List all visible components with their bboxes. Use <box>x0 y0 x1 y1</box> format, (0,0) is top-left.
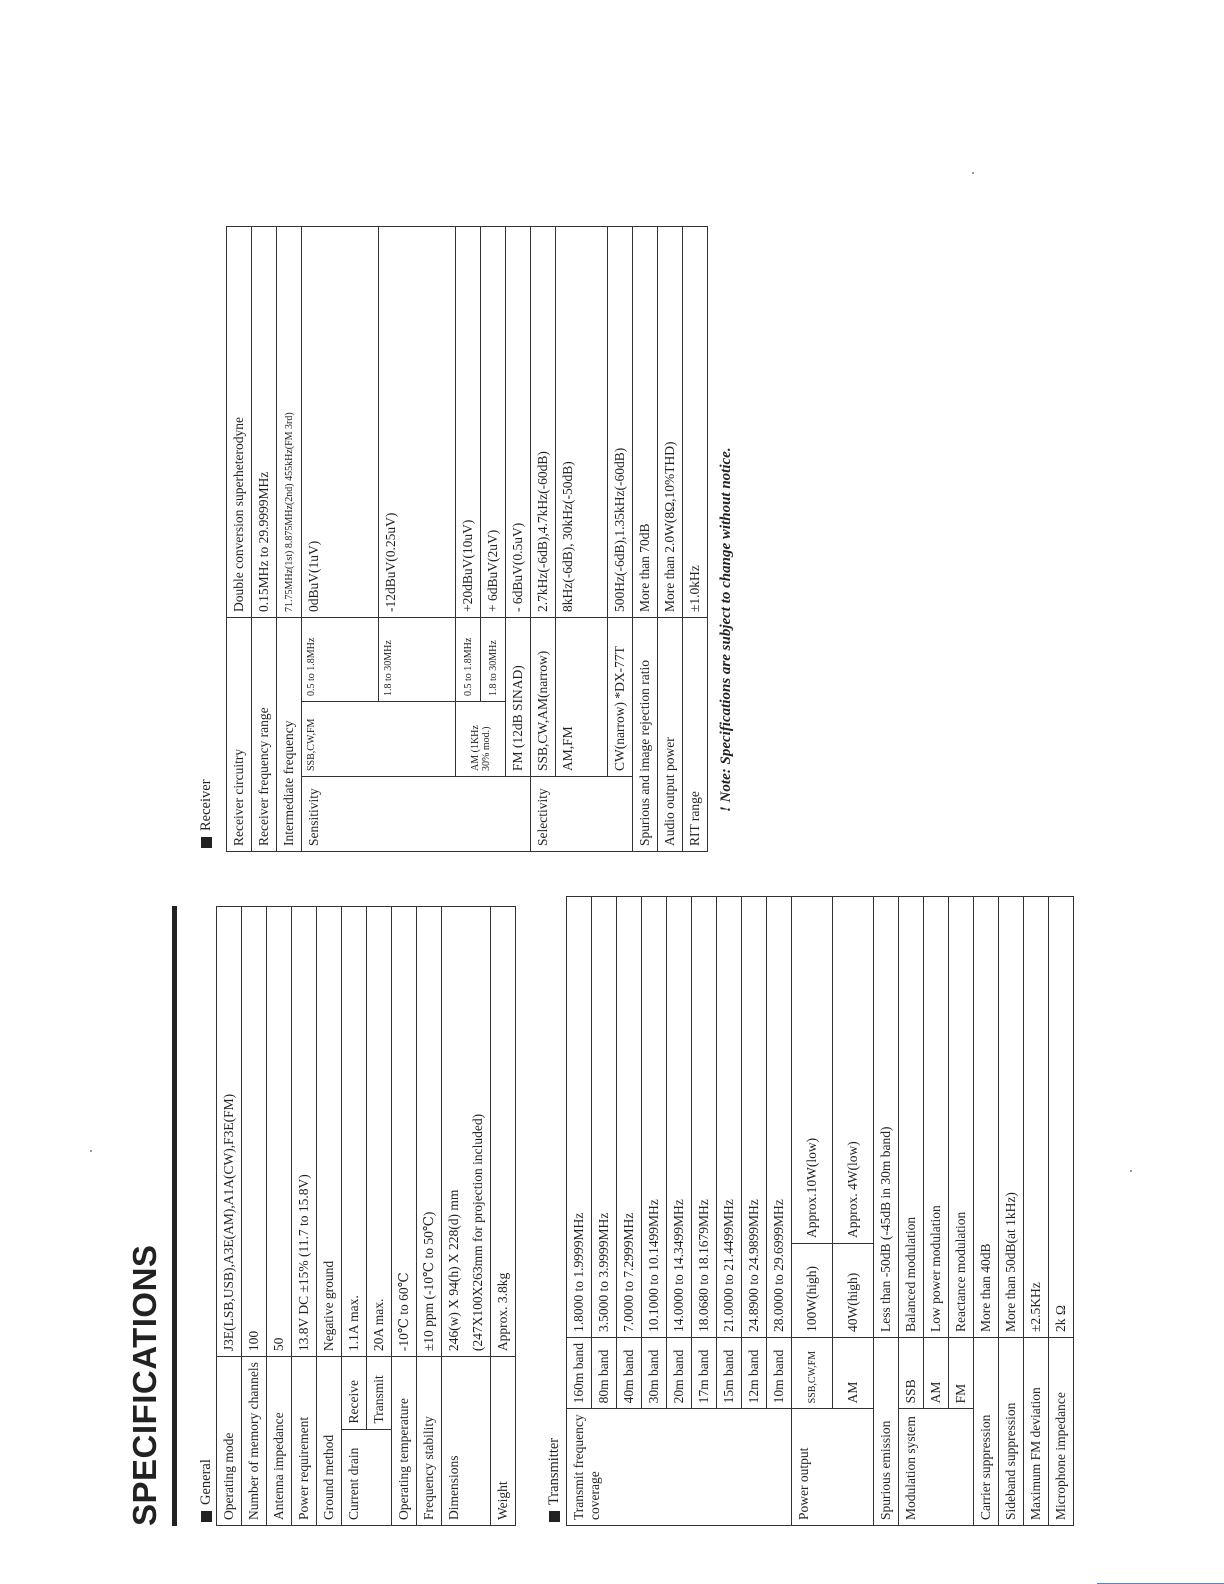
table-row <box>999 897 1024 1526</box>
band-name: 40m band <box>617 1338 642 1409</box>
sens-mode: SSB,CW,FM <box>302 702 456 777</box>
row-value: Low power modulation <box>924 897 949 1338</box>
section-heading-general <box>198 1459 215 1522</box>
transmitter-heading: Transmitter <box>546 1437 562 1505</box>
table-row <box>491 907 516 1526</box>
power-low: Approx.10W(low) <box>792 897 833 1244</box>
band-name: 30m band <box>642 1338 667 1409</box>
sens-value: + 6dBuV(2uV) <box>481 227 506 618</box>
table-row <box>874 897 899 1526</box>
band-name: 80m band <box>592 1338 617 1409</box>
table-row <box>608 227 633 852</box>
table-row <box>974 897 999 1526</box>
row-label: Intermediate frequency <box>277 618 302 852</box>
row-label: Antenna impedance <box>267 1357 292 1526</box>
row-label: Modulation system <box>899 1409 974 1526</box>
row-value: 71.75MHz(1st) 8.875MHz(2nd) 455kHz(FM 3rd) <box>277 227 302 618</box>
table-row <box>227 227 252 852</box>
row-value: Approx. 3.8kg <box>491 907 516 1357</box>
row-label: Weight <box>491 1357 516 1526</box>
table-row <box>1024 897 1049 1526</box>
power-low: Approx. 4W(low) <box>833 897 874 1244</box>
table-row <box>456 227 481 852</box>
sensitivity-label: Sensitivity <box>302 777 531 852</box>
row-value: ±2.5KHz <box>1024 897 1049 1338</box>
band-range: 24.8900 to 24.9899MHz <box>742 897 767 1338</box>
sel-mode: AM,FM <box>556 618 608 777</box>
freq-label-line-2: coverage <box>587 1471 602 1520</box>
power-mode: AM <box>833 1338 874 1409</box>
band-range: 28.0000 to 29.6999MHz <box>767 897 792 1338</box>
row-value: 2k Ω <box>1049 897 1074 1338</box>
band-range: 14.0000 to 14.3499MHz <box>667 897 692 1338</box>
sel-mode: CW(narrow) *DX-77T <box>608 618 633 777</box>
sens-range: 1.8 to 30MHz <box>481 618 506 702</box>
band-name: 12m band <box>742 1338 767 1409</box>
row-label: Carrier suppression <box>974 1338 999 1526</box>
transmitter-table <box>566 896 1074 1526</box>
sens-range: 0.5 to 1.8MHz <box>302 618 379 702</box>
mod-mode: SSB <box>899 1338 924 1409</box>
row-value: Negative ground <box>317 907 342 1357</box>
table-row <box>252 227 277 852</box>
freq-label-line-1: Transmit frequency <box>571 1414 586 1520</box>
row-value: 20A max. <box>367 907 392 1357</box>
sens-mode <box>456 702 506 777</box>
table-row <box>658 227 683 852</box>
speck <box>90 1150 92 1152</box>
bullet-square-icon <box>201 837 212 848</box>
row-value: J3E(LSB,USB),A3E(AM),A1A(CW),F3E(FM) <box>217 907 242 1357</box>
row-value: Double conversion superheterodyne <box>227 227 252 618</box>
table-row <box>242 907 267 1526</box>
row-value: 13.8V DC ±15% (11.7 to 15.8V) <box>292 907 317 1357</box>
row-value: 100 <box>242 907 267 1357</box>
band-range: 7.0000 to 7.2999MHz <box>617 897 642 1338</box>
band-range: 3.5000 to 3.9999MHz <box>592 897 617 1338</box>
bullet-square-icon <box>549 1511 560 1522</box>
row-label: Spurious emission <box>874 1338 899 1526</box>
table-row <box>267 907 292 1526</box>
row-value: More than 40dB <box>974 897 999 1338</box>
table-row <box>506 227 531 852</box>
band-range: 18.0680 to 18.1679MHz <box>692 897 717 1338</box>
table-row <box>683 227 708 852</box>
general-heading: General <box>198 1459 214 1505</box>
table-row <box>217 907 242 1526</box>
row-label: Receiver circuitry <box>227 618 252 852</box>
row-label: Audio output power <box>658 618 683 852</box>
power-high: 100W(high) <box>792 1244 833 1338</box>
row-value: Less than -50dB (-45dB in 30m band) <box>874 897 899 1338</box>
mod-mode: FM <box>949 1338 974 1409</box>
band-name: 20m band <box>667 1338 692 1409</box>
row-label: Spurious and image rejection ratio <box>633 618 658 852</box>
mod-mode: AM <box>924 1338 949 1409</box>
sens-value: +20dBuV(10uV) <box>456 227 481 618</box>
title-rule <box>172 906 177 1526</box>
row-value: Reactance modulation <box>949 897 974 1338</box>
sens-am-mode-line-2: 30% mod.) <box>480 726 492 771</box>
row-label: RIT range <box>683 618 708 852</box>
row-label: Ground method <box>317 1357 342 1526</box>
sens-value: 0dBuV(1uV) <box>302 227 379 618</box>
row-label: Receiver frequency range <box>252 618 277 852</box>
selectivity-label: Selectivity <box>531 777 633 852</box>
table-row <box>302 227 379 852</box>
row-value: Balanced modulation <box>899 897 924 1338</box>
table-row <box>277 227 302 852</box>
sens-value: -12dBuV(0.25uV) <box>379 227 456 618</box>
table-row <box>531 227 556 852</box>
row-sublabel: Transmit <box>367 1357 392 1429</box>
row-label: Operating mode <box>217 1357 242 1526</box>
table-row <box>417 907 442 1526</box>
row-label: Frequency stability <box>417 1357 442 1526</box>
table-row <box>1049 897 1074 1526</box>
table-row <box>792 897 833 1526</box>
row-value: 50 <box>267 907 292 1357</box>
band-range: 21.0000 to 21.4499MHz <box>717 897 742 1338</box>
sens-mode: FM (12dB SINAD) <box>506 618 531 777</box>
general-table <box>216 906 516 1526</box>
transmit-frequency-label <box>567 1409 792 1526</box>
note-text: ! Note: Specifications are subject to change without notice. <box>718 447 734 812</box>
band-name: 10m band <box>767 1338 792 1409</box>
band-name: 17m band <box>692 1338 717 1409</box>
row-label: Dimensions <box>442 1357 491 1526</box>
row-value: 246(w) X 94(h) X 228(d) mm <box>442 907 467 1357</box>
band-name: 15m band <box>717 1338 742 1409</box>
bullet-square-icon <box>201 1511 212 1522</box>
row-label: Operating temperature <box>392 1357 417 1526</box>
row-value: ±10 ppm (-10℃ to 50℃) <box>417 907 442 1357</box>
row-value: 0.15MHz to 29.9999MHz <box>252 227 277 618</box>
sel-value: 500Hz(-6dB),1.35kHz(-60dB) <box>608 227 633 618</box>
row-label: Current drain <box>342 1429 392 1525</box>
sens-range: 1.8 to 30MHz <box>379 618 456 702</box>
table-row <box>392 907 417 1526</box>
row-label: Number of memory channels <box>242 1357 267 1526</box>
row-value: 1.1A max. <box>342 907 367 1357</box>
table-row <box>556 227 608 852</box>
table-row <box>317 907 342 1526</box>
power-high: 40W(high) <box>833 1244 874 1338</box>
speck <box>972 172 974 174</box>
row-label: Maximum FM deviation <box>1024 1338 1049 1526</box>
row-label: Microphone impedance <box>1049 1338 1074 1526</box>
table-row <box>899 897 924 1526</box>
band-range: 1.8000 to 1.9999MHz <box>567 897 592 1338</box>
section-heading-transmitter <box>546 1438 563 1522</box>
sel-value: 8kHz(-6dB), 30kHz(-50dB) <box>556 227 608 618</box>
row-label: Sideband suppression <box>999 1338 1024 1526</box>
section-heading-receiver <box>198 779 215 848</box>
power-mode: SSB,CW,FM <box>792 1338 833 1409</box>
speck <box>1130 1170 1132 1172</box>
sens-range: 0.5 to 1.8MHz <box>456 618 481 702</box>
table-row <box>567 897 592 1526</box>
receiver-table <box>226 226 708 852</box>
row-value: More than 70dB <box>633 227 658 618</box>
row-value: ±1.0kHz <box>683 227 708 618</box>
row-value: -10℃ to 60℃ <box>392 907 417 1357</box>
row-sublabel: Receive <box>342 1357 367 1429</box>
sens-am-mode-line-1: AM (1KHz <box>469 725 481 771</box>
table-row <box>633 227 658 852</box>
table-row <box>442 907 467 1526</box>
receiver-heading: Receiver <box>198 779 214 831</box>
page-title: SPECIFICATIONS <box>126 1244 163 1526</box>
band-name: 160m band <box>567 1338 592 1409</box>
table-row <box>342 907 367 1526</box>
sens-value: - 6dBuV(0.5uV) <box>506 227 531 618</box>
row-label: Power requirement <box>292 1357 317 1526</box>
table-row <box>292 907 317 1526</box>
sel-value: 2.7kHz(-6dB),4.7kHz(-60dB) <box>531 227 556 618</box>
row-value: More than 2.0W(8Ω,10%THD) <box>658 227 683 618</box>
sel-mode: SSB,CW,AM(narrow) <box>531 618 556 777</box>
band-range: 10.1000 to 10.1499MHz <box>642 897 667 1338</box>
row-value: More than 50dB(at 1kHz) <box>999 897 1024 1338</box>
power-output-label: Power output <box>792 1409 874 1526</box>
row-value: (247X100X263mm for projection included) <box>466 907 491 1357</box>
